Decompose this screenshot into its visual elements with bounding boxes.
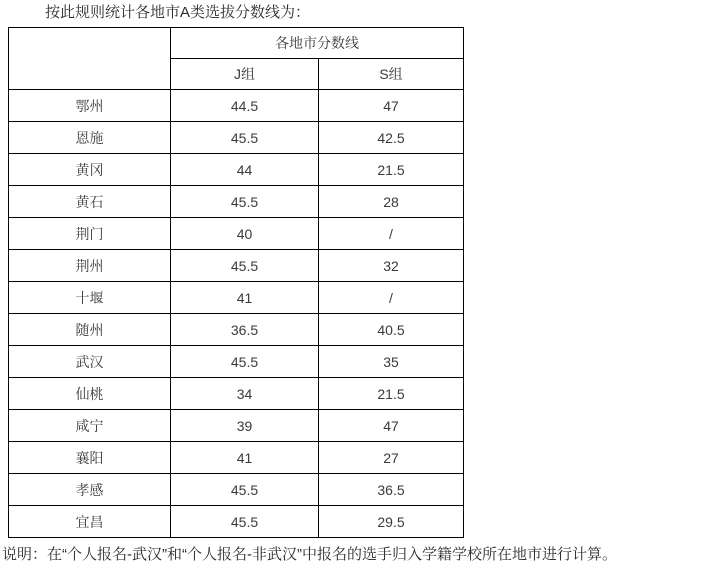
table-row	[9, 410, 464, 442]
city-cell: 随州	[9, 314, 171, 346]
j-score-cell: 41	[171, 282, 319, 314]
table-row	[9, 346, 464, 378]
s-score-cell: 36.5	[319, 474, 464, 506]
j-score-cell: 45.5	[171, 122, 319, 154]
s-score-cell: 21.5	[319, 378, 464, 410]
j-score-cell: 39	[171, 410, 319, 442]
s-score-cell: 21.5	[319, 154, 464, 186]
city-cell: 荆门	[9, 218, 171, 250]
j-score-cell: 44.5	[171, 90, 319, 122]
city-cell: 荆州	[9, 250, 171, 282]
city-cell: 鄂州	[9, 90, 171, 122]
city-cell: 恩施	[9, 122, 171, 154]
table-row	[9, 442, 464, 474]
table-row	[9, 122, 464, 154]
j-score-cell: 45.5	[171, 250, 319, 282]
s-score-cell: 47	[319, 90, 464, 122]
intro-text: 按此规则统计各地市A类选拔分数线为：	[45, 4, 311, 21]
city-cell: 十堰	[9, 282, 171, 314]
table-row	[9, 282, 464, 314]
city-cell: 孝感	[9, 474, 171, 506]
j-score-cell: 45.5	[171, 186, 319, 218]
s-score-cell: 47	[319, 410, 464, 442]
s-score-cell: 28	[319, 186, 464, 218]
col-header-j: J组	[171, 59, 319, 90]
s-score-cell: /	[319, 218, 464, 250]
s-score-cell: 29.5	[319, 506, 464, 538]
city-cell: 黄石	[9, 186, 171, 218]
col-header-s: S组	[319, 59, 464, 90]
city-cell: 武汉	[9, 346, 171, 378]
table-row	[9, 218, 464, 250]
city-cell: 黄冈	[9, 154, 171, 186]
corner-empty-cell	[9, 28, 171, 90]
j-score-cell: 41	[171, 442, 319, 474]
s-score-cell: /	[319, 282, 464, 314]
city-cell: 仙桃	[9, 378, 171, 410]
footnote-text: 说明：在“个人报名-武汉”和“个人报名-非武汉”中报名的选手归入学籍学校所在地市进行计算。	[2, 546, 617, 563]
table-row	[9, 154, 464, 186]
group-header-cell: 各地市分数线	[171, 28, 464, 59]
table-row	[9, 474, 464, 506]
j-score-cell: 34	[171, 378, 319, 410]
j-score-cell: 45.5	[171, 474, 319, 506]
city-cell: 宜昌	[9, 506, 171, 538]
table-row	[9, 506, 464, 538]
s-score-cell: 42.5	[319, 122, 464, 154]
score-table	[8, 27, 464, 538]
s-score-cell: 32	[319, 250, 464, 282]
j-score-cell: 36.5	[171, 314, 319, 346]
table-row	[9, 90, 464, 122]
table-row	[9, 250, 464, 282]
j-score-cell: 40	[171, 218, 319, 250]
table-row	[9, 186, 464, 218]
table-row	[9, 314, 464, 346]
city-cell: 襄阳	[9, 442, 171, 474]
s-score-cell: 35	[319, 346, 464, 378]
header-row-group	[9, 28, 464, 59]
table-row	[9, 378, 464, 410]
j-score-cell: 44	[171, 154, 319, 186]
j-score-cell: 45.5	[171, 506, 319, 538]
city-cell: 咸宁	[9, 410, 171, 442]
s-score-cell: 40.5	[319, 314, 464, 346]
j-score-cell: 45.5	[171, 346, 319, 378]
s-score-cell: 27	[319, 442, 464, 474]
